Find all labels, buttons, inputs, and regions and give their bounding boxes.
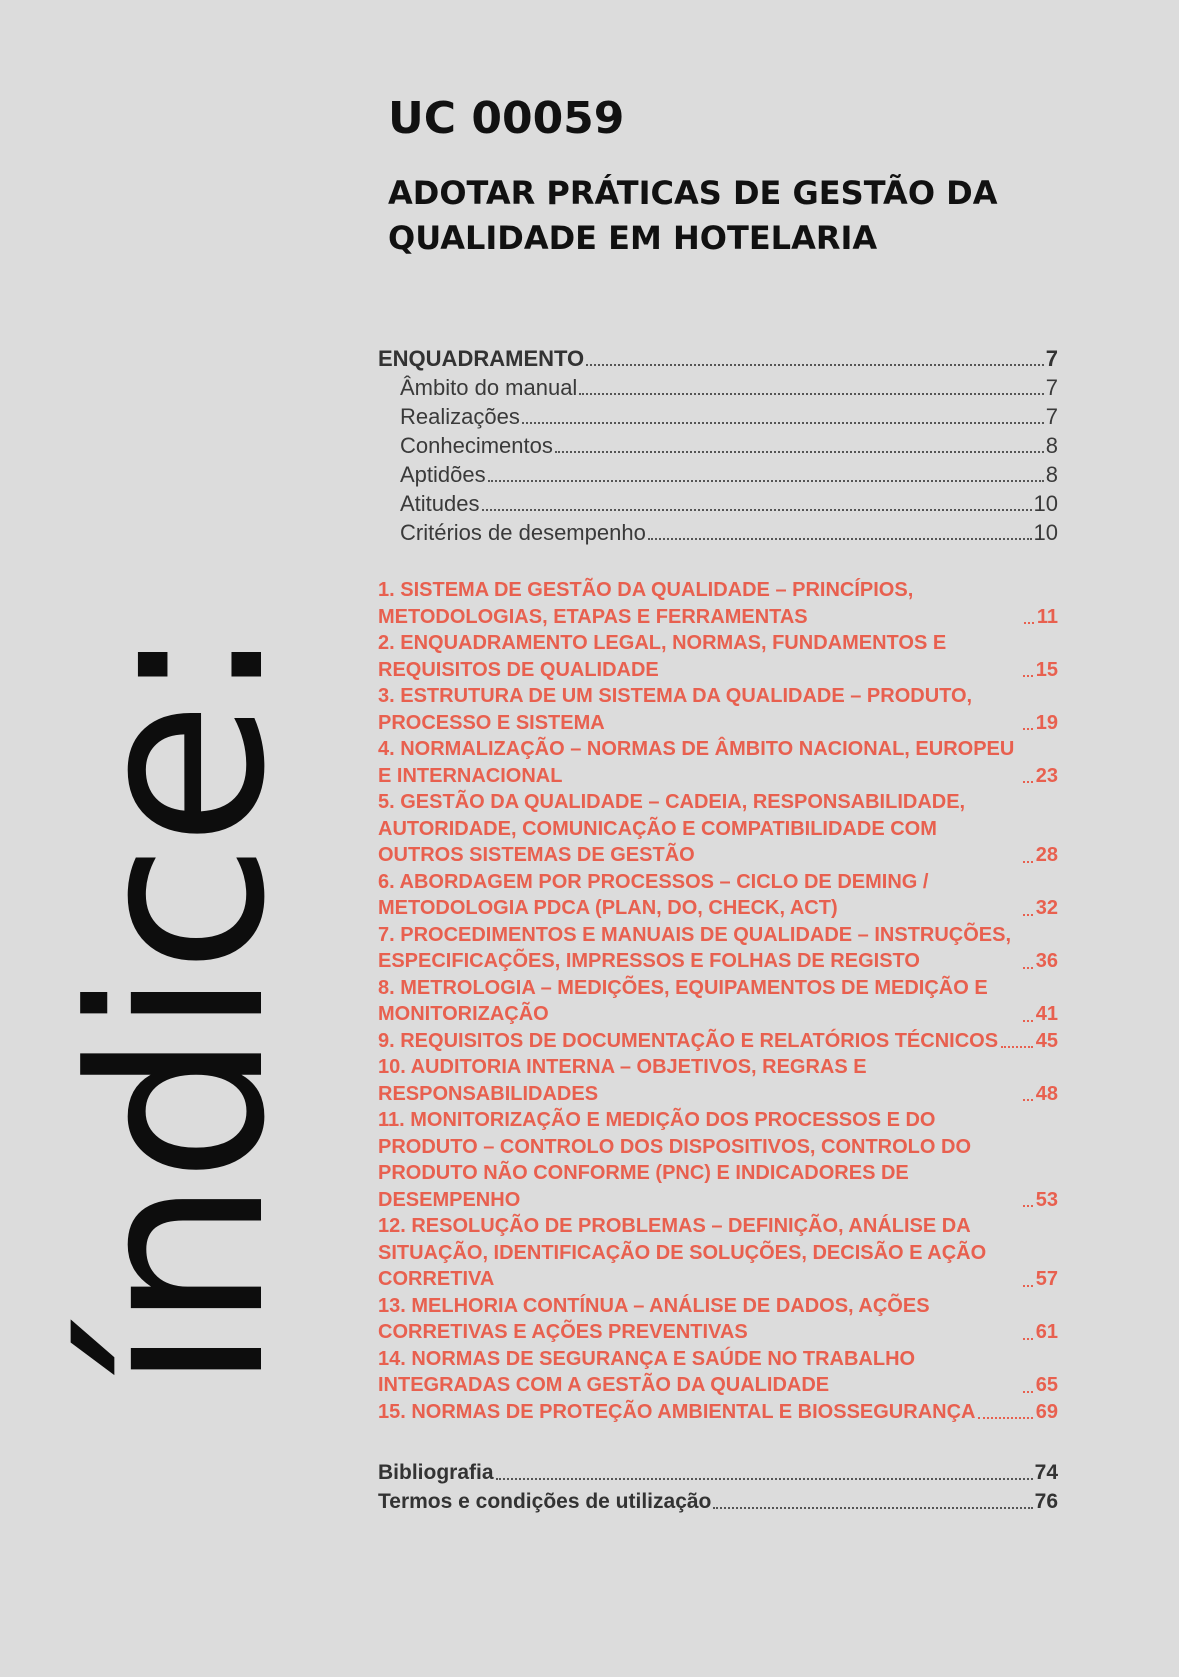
chapter-label: 7. PROCEDIMENTOS E MANUAIS DE QUALIDADE – INSTRUÇÕES, ESPECIFICAÇÕES, IMPRESSOS E FOLHAS DE REGISTO	[378, 923, 1012, 972]
toc-entry-page: 74	[1034, 1461, 1058, 1484]
chapter-label: 5. GESTÃO DA QUALIDADE – CADEIA, RESPONSABILIDADE, AUTORIDADE, COMUNICAÇÃO E COMPATIBILIDADE COM OUTROS SISTEMAS DE GESTÃO	[378, 791, 966, 866]
chapter-label: 6. ABORDAGEM POR PROCESSOS – CICLO DE DEMING / METODOLOGIA PDCA (PLAN, DO, CHECK, ACT)	[378, 870, 929, 919]
toc-end	[378, 1458, 1058, 1516]
chapter-page: 53	[1035, 1188, 1058, 1211]
toc-chapter-4[interactable]	[378, 736, 1058, 789]
toc-entry-criterios[interactable]	[378, 518, 1058, 547]
chapter-page: 45	[1035, 1029, 1058, 1052]
toc-entry-page: 8	[1045, 433, 1058, 458]
toc-entry-realizacoes[interactable]	[378, 402, 1058, 431]
toc-entry-conhecimentos[interactable]	[378, 431, 1058, 460]
toc-chapter-13[interactable]	[378, 1293, 1058, 1346]
chapter-label: 11. MONITORIZAÇÃO E MEDIÇÃO DOS PROCESSOS E DO PRODUTO – CONTROLO DOS DISPOSITIVOS, CONTROLO DO PRODUTO NÃO CONFORME (PNC) E INDICADORES DE DESEMPENHO	[378, 1109, 972, 1211]
toc-entry-page: 7	[1045, 346, 1058, 371]
toc-chapter-5[interactable]	[378, 789, 1058, 869]
toc-entry-label: ENQUADRAMENTO	[378, 346, 585, 371]
chapter-label: 4. NORMALIZAÇÃO – NORMAS DE ÂMBITO NACIONAL, EUROPEU E INTERNACIONAL	[378, 738, 1015, 787]
dot-leader	[1023, 675, 1033, 677]
toc-entry-label: Termos e condições de utilização	[378, 1490, 712, 1513]
toc-chapter-7[interactable]	[378, 922, 1058, 975]
dot-leader	[586, 364, 1044, 366]
toc-entry-page: 10	[1033, 491, 1058, 516]
toc-entry-atitudes[interactable]	[378, 489, 1058, 518]
dot-leader	[1023, 1205, 1033, 1207]
chapter-page: 32	[1035, 897, 1058, 919]
dot-leader	[579, 393, 1043, 395]
toc-intro	[378, 344, 1058, 547]
toc-entry-label: Bibliografia	[378, 1461, 494, 1484]
toc-entry-label: Âmbito do manual	[400, 375, 578, 400]
toc-chapter-12[interactable]	[378, 1213, 1058, 1293]
toc-entry-bibliografia[interactable]	[378, 1458, 1058, 1487]
chapter-label: 12. RESOLUÇÃO DE PROBLEMAS – DEFINIÇÃO, ANÁLISE DA SITUAÇÃO, IDENTIFICAÇÃO DE SOLUÇÕES, DECISÃO E AÇÃO CORRETIVA	[378, 1215, 987, 1290]
toc-chapter-14[interactable]	[378, 1346, 1058, 1399]
dot-leader	[1023, 1391, 1033, 1393]
toc-entry-label: Atitudes	[400, 491, 480, 516]
chapter-label: 13. MELHORIA CONTÍNUA – ANÁLISE DE DADOS, AÇÕES CORRETIVAS E AÇÕES PREVENTIVAS	[378, 1294, 930, 1343]
toc-entry-page: 7	[1045, 375, 1058, 400]
toc-chapter-11[interactable]	[378, 1107, 1058, 1213]
chapter-page: 48	[1035, 1082, 1058, 1105]
chapter-page: 11	[1036, 605, 1058, 628]
chapter-page: 69	[1035, 1400, 1058, 1423]
chapter-page: 19	[1035, 711, 1058, 734]
toc-entry-page: 76	[1034, 1490, 1058, 1513]
dot-leader	[1023, 1285, 1033, 1287]
chapter-label: 2. ENQUADRAMENTO LEGAL, NORMAS, FUNDAMENTOS E REQUISITOS DE QUALIDADE	[378, 632, 947, 681]
dot-leader	[1023, 1020, 1033, 1022]
chapter-label: 3. ESTRUTURA DE UM SISTEMA DA QUALIDADE – PRODUTO, PROCESSO E SISTEMA	[378, 685, 973, 734]
chapter-page: 23	[1035, 764, 1058, 787]
toc-entry-aptidoes[interactable]	[378, 460, 1058, 489]
chapter-label: 1. SISTEMA DE GESTÃO DA QUALIDADE – PRINCÍPIOS, METODOLOGIAS, ETAPAS E FERRAMENTAS	[378, 579, 914, 628]
dot-leader	[978, 1417, 1032, 1419]
toc-entry-label: Realizações	[400, 404, 520, 429]
toc-chapters	[378, 577, 1058, 1425]
dot-leader	[488, 480, 1044, 482]
chapter-label: 10. AUDITORIA INTERNA – OBJETIVOS, REGRAS E RESPONSABILIDADES	[378, 1056, 867, 1105]
chapter-label: 9. REQUISITOS DE DOCUMENTAÇÃO E RELATÓRIOS TÉCNICOS	[378, 1029, 999, 1052]
toc-entry-termos[interactable]	[378, 1487, 1058, 1516]
dot-leader	[648, 538, 1032, 540]
toc-chapter-3[interactable]	[378, 683, 1058, 736]
toc-chapter-2[interactable]	[378, 630, 1058, 683]
dot-leader	[1023, 914, 1033, 916]
dot-leader	[1023, 1338, 1033, 1340]
dot-leader	[522, 422, 1044, 424]
dot-leader	[1023, 1099, 1033, 1101]
chapter-page: 65	[1035, 1374, 1058, 1396]
chapter-label: 8. METROLOGIA – MEDIÇÕES, EQUIPAMENTOS DE MEDIÇÃO E MONITORIZAÇÃO	[378, 976, 988, 1025]
dot-leader	[713, 1507, 1032, 1509]
dot-leader	[555, 451, 1044, 453]
toc-chapter-9[interactable]	[378, 1028, 1058, 1055]
toc-chapter-8[interactable]	[378, 975, 1058, 1028]
chapter-page: 57	[1035, 1268, 1058, 1290]
chapter-page: 41	[1035, 1003, 1058, 1025]
chapter-page: 61	[1035, 1321, 1058, 1343]
chapter-label: 14. NORMAS DE SEGURANÇA E SAÚDE NO TRABALHO INTEGRADAS COM A GESTÃO DA QUALIDADE	[378, 1347, 916, 1396]
dot-leader	[1023, 861, 1033, 863]
chapter-page: 15	[1035, 658, 1058, 681]
toc-entry-label: Critérios de desempenho	[400, 520, 646, 545]
dot-leader	[1023, 781, 1033, 783]
toc-chapter-10[interactable]	[378, 1054, 1058, 1107]
toc-chapter-1[interactable]	[378, 577, 1058, 630]
unit-title: ADOTAR PRÁTICAS DE GESTÃO DA QUALIDADE EM HOTELARIA	[388, 174, 998, 258]
toc-entry-label: Aptidões	[400, 462, 486, 487]
chapter-page: 28	[1035, 844, 1058, 866]
toc-entry-page: 10	[1033, 520, 1058, 545]
dot-leader	[1001, 1046, 1033, 1048]
chapter-page: 36	[1035, 950, 1058, 972]
dot-leader	[496, 1478, 1033, 1480]
toc-entry-label: Conhecimentos	[400, 433, 553, 458]
toc-chapter-6[interactable]	[378, 869, 1058, 922]
toc-chapter-15[interactable]	[378, 1399, 1058, 1426]
dot-leader	[1023, 967, 1033, 969]
unit-code: UC 00059	[388, 93, 625, 144]
dot-leader	[1024, 622, 1034, 624]
toc-entry-page: 8	[1045, 462, 1058, 487]
side-title: índice:	[41, 628, 318, 1392]
header	[388, 95, 1088, 261]
chapter-label: 15. NORMAS DE PROTEÇÃO AMBIENTAL E BIOSSEGURANÇA	[378, 1400, 976, 1423]
toc-entry-enquadramento[interactable]	[378, 344, 1058, 373]
toc-entry-ambito[interactable]	[378, 373, 1058, 402]
toc-entry-page: 7	[1045, 404, 1058, 429]
dot-leader	[482, 509, 1032, 511]
dot-leader	[1023, 728, 1033, 730]
